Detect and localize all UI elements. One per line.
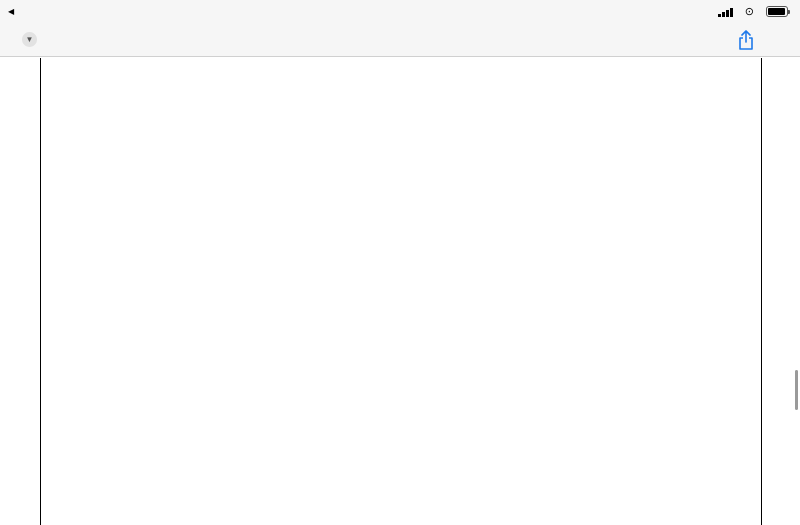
status-bar — [0, 0, 800, 24]
table-border-left — [40, 58, 41, 525]
report-document[interactable] — [0, 58, 800, 525]
back-arrow-icon: ◀ — [8, 7, 15, 16]
document-toolbar — [0, 24, 800, 57]
cellular-signal-icon — [718, 7, 733, 17]
chevron-down-icon[interactable]: ▼ — [22, 32, 37, 47]
table-border-right — [761, 58, 762, 525]
document-title-menu[interactable] — [15, 32, 37, 47]
share-icon[interactable] — [737, 30, 755, 50]
back-to-app-link[interactable] — [8, 5, 14, 17]
scrollbar[interactable] — [795, 370, 798, 410]
rotation-lock-icon: ⊙ — [744, 6, 754, 18]
battery-icon — [766, 6, 788, 17]
